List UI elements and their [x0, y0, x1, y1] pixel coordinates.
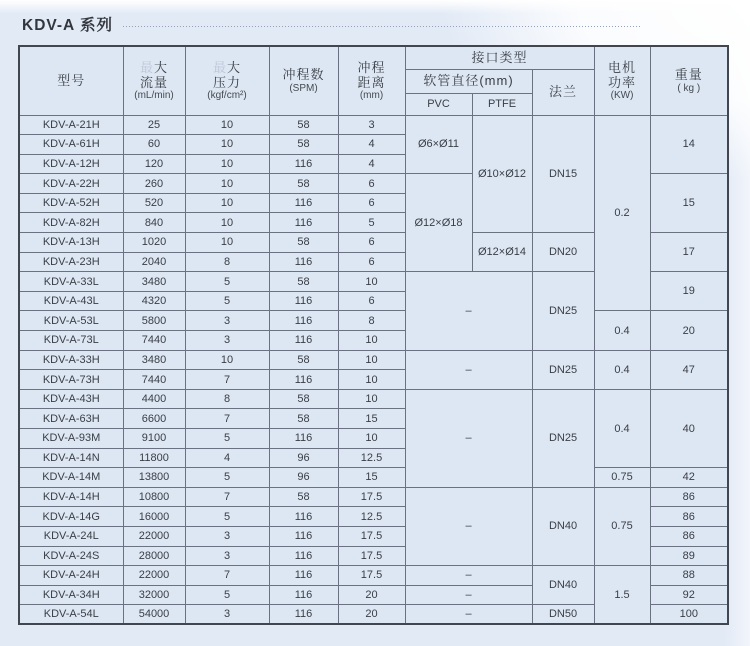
page-title: KDV-A 系列 [22, 17, 113, 34]
flange-cell: DN40 [532, 566, 594, 605]
flow-cell: 54000 [123, 605, 185, 625]
weight-cell: 14 [650, 115, 728, 174]
stroke-cell: 6 [338, 252, 405, 272]
spm-cell: 116 [269, 252, 338, 272]
model-cell: KDV-A-13H [19, 233, 123, 253]
model-cell: KDV-A-53L [19, 311, 123, 331]
title-bar [22, 13, 640, 35]
spm-cell: 116 [269, 429, 338, 449]
weight-cell: 100 [650, 605, 728, 625]
power-cell: 0.4 [594, 389, 650, 467]
stroke-cell: 12.5 [338, 448, 405, 468]
stroke-cell: 20 [338, 585, 405, 605]
pressure-cell: 5 [185, 272, 269, 292]
model-cell: KDV-A-24H [19, 566, 123, 586]
col-header-flange [532, 69, 594, 115]
table-row [19, 566, 728, 586]
table-row [19, 389, 728, 409]
pressure-cell: 10 [185, 154, 269, 174]
model-cell: KDV-A-14N [19, 448, 123, 468]
stroke-cell: 17.5 [338, 526, 405, 546]
spm-cell: 58 [269, 115, 338, 135]
spm-cell: 58 [269, 487, 338, 507]
spm-cell: 116 [269, 546, 338, 566]
spm-cell: 58 [269, 350, 338, 370]
pressure-cell: 7 [185, 370, 269, 390]
col-header-pvc [405, 93, 472, 115]
model-cell: KDV-A-24L [19, 526, 123, 546]
pressure-cell: 10 [185, 174, 269, 194]
spm-cell: 116 [269, 566, 338, 586]
pressure-cell: 5 [185, 585, 269, 605]
flow-cell: 840 [123, 213, 185, 233]
ptfe-cell: Ø10×Ø12 [472, 115, 532, 233]
header-unit: (SPM) [289, 82, 318, 94]
stroke-cell: 17.5 [338, 487, 405, 507]
table-row [19, 487, 728, 507]
hose-diameter-cell: – [405, 350, 532, 389]
flow-cell: 7440 [123, 331, 185, 351]
flange-cell: DN25 [532, 350, 594, 389]
pressure-cell: 3 [185, 546, 269, 566]
weight-cell: 86 [650, 507, 728, 527]
weight-cell: 15 [650, 174, 728, 233]
header-line: 压力 [212, 74, 241, 90]
pvc-cell: Ø12×Ø18 [405, 174, 472, 272]
flow-cell: 22000 [123, 566, 185, 586]
power-cell: 0.75 [594, 487, 650, 565]
col-header-ptfe [472, 93, 532, 115]
header-line: 最大 [212, 59, 242, 75]
header-line: 接口类型 [471, 50, 528, 66]
model-cell: KDV-A-33H [19, 350, 123, 370]
model-cell: KDV-A-33L [19, 272, 123, 292]
pressure-cell: 7 [185, 409, 269, 429]
hose-diameter-cell: – [405, 272, 532, 350]
flow-cell: 3480 [123, 350, 185, 370]
model-cell: KDV-A-14G [19, 507, 123, 527]
table-row [19, 350, 728, 370]
spm-cell: 58 [269, 135, 338, 155]
col-header-weight [650, 46, 728, 115]
header-line: 软管直径(mm) [423, 73, 514, 89]
spm-cell: 116 [269, 605, 338, 625]
col-header-stroke [338, 46, 405, 115]
pressure-cell: 7 [185, 487, 269, 507]
flow-cell: 120 [123, 154, 185, 174]
pressure-cell: 8 [185, 252, 269, 272]
flow-cell: 4400 [123, 389, 185, 409]
weight-cell: 88 [650, 566, 728, 586]
weight-cell: 19 [650, 272, 728, 311]
model-cell: KDV-A-63H [19, 409, 123, 429]
stroke-cell: 12.5 [338, 507, 405, 527]
stroke-cell: 10 [338, 272, 405, 292]
model-cell: KDV-A-14H [19, 487, 123, 507]
stroke-cell: 17.5 [338, 546, 405, 566]
pressure-cell: 3 [185, 311, 269, 331]
pressure-cell: 4 [185, 448, 269, 468]
pressure-cell: 10 [185, 135, 269, 155]
flow-cell: 32000 [123, 585, 185, 605]
header-line: 流量 [139, 74, 168, 90]
table-header [19, 46, 728, 115]
flow-cell: 28000 [123, 546, 185, 566]
model-cell: KDV-A-14M [19, 468, 123, 488]
pressure-cell: 10 [185, 350, 269, 370]
col-header-flow [123, 46, 185, 115]
stroke-cell: 10 [338, 370, 405, 390]
weight-cell: 42 [650, 468, 728, 488]
header-unit: ( kg ) [677, 82, 701, 94]
stroke-cell: 4 [338, 135, 405, 155]
model-cell: KDV-A-61H [19, 135, 123, 155]
table-row [19, 115, 728, 135]
pressure-cell: 10 [185, 233, 269, 253]
model-cell: KDV-A-24S [19, 546, 123, 566]
flow-cell: 16000 [123, 507, 185, 527]
header-unit: (mm) [359, 90, 384, 102]
spm-cell: 96 [269, 468, 338, 488]
pressure-cell: 10 [185, 213, 269, 233]
power-cell: 0.2 [594, 115, 650, 311]
stroke-cell: 6 [338, 174, 405, 194]
col-header-hose-diameter [405, 69, 532, 93]
header-line: 冲程 [357, 59, 386, 75]
power-cell: 0.4 [594, 350, 650, 389]
model-cell: KDV-A-93M [19, 429, 123, 449]
header-line: 距离 [357, 74, 386, 90]
flow-cell: 11800 [123, 448, 185, 468]
stroke-cell: 4 [338, 154, 405, 174]
weight-cell: 92 [650, 585, 728, 605]
spm-cell: 116 [269, 507, 338, 527]
header-line: 型号 [57, 73, 86, 89]
col-header-power [594, 46, 650, 115]
hose-diameter-cell: – [405, 605, 532, 625]
flange-cell: DN40 [532, 487, 594, 565]
stroke-cell: 20 [338, 605, 405, 625]
pressure-cell: 5 [185, 291, 269, 311]
model-cell: KDV-A-43H [19, 389, 123, 409]
weight-cell: 86 [650, 526, 728, 546]
spm-cell: 58 [269, 272, 338, 292]
pressure-cell: 5 [185, 507, 269, 527]
spm-cell: 116 [269, 213, 338, 233]
hose-diameter-cell: – [405, 487, 532, 565]
header-line: 法兰 [549, 84, 578, 100]
pressure-cell: 8 [185, 389, 269, 409]
spm-cell: 58 [269, 233, 338, 253]
table-row [19, 311, 728, 331]
flow-cell: 260 [123, 174, 185, 194]
header-line: PVC [427, 97, 450, 110]
model-cell: KDV-A-82H [19, 213, 123, 233]
flow-cell: 2040 [123, 252, 185, 272]
stroke-cell: 10 [338, 389, 405, 409]
header-unit: (kgf/cm²) [207, 90, 247, 102]
col-header-model [19, 46, 123, 115]
stroke-cell: 15 [338, 468, 405, 488]
stroke-cell: 3 [338, 115, 405, 135]
spm-cell: 58 [269, 389, 338, 409]
stroke-cell: 8 [338, 311, 405, 331]
stroke-cell: 10 [338, 331, 405, 351]
stroke-cell: 17.5 [338, 566, 405, 586]
header-line: 电机 [608, 59, 637, 75]
stroke-cell: 15 [338, 409, 405, 429]
col-header-pressure [185, 46, 269, 115]
weight-cell: 47 [650, 350, 728, 389]
flow-cell: 4320 [123, 291, 185, 311]
flow-cell: 60 [123, 135, 185, 155]
weight-cell: 17 [650, 233, 728, 272]
flow-cell: 1020 [123, 233, 185, 253]
power-cell: 1.5 [594, 566, 650, 625]
header-line: 冲程数 [282, 67, 325, 83]
model-cell: KDV-A-34H [19, 585, 123, 605]
spm-cell: 96 [269, 448, 338, 468]
power-cell: 0.75 [594, 468, 650, 488]
flow-cell: 22000 [123, 526, 185, 546]
header-unit: (mL/min) [134, 90, 174, 102]
header-line: 功率 [608, 74, 637, 90]
ptfe-cell: Ø12×Ø14 [472, 233, 532, 272]
model-cell: KDV-A-22H [19, 174, 123, 194]
stroke-cell: 6 [338, 233, 405, 253]
stroke-cell: 6 [338, 193, 405, 213]
spm-cell: 116 [269, 291, 338, 311]
pressure-cell: 3 [185, 331, 269, 351]
hose-diameter-cell: – [405, 389, 532, 487]
spm-cell: 116 [269, 311, 338, 331]
hose-diameter-cell: – [405, 566, 532, 586]
spm-cell: 116 [269, 585, 338, 605]
flange-cell: DN25 [532, 272, 594, 350]
weight-cell: 40 [650, 389, 728, 467]
spm-cell: 116 [269, 370, 338, 390]
flow-cell: 6600 [123, 409, 185, 429]
stroke-cell: 6 [338, 291, 405, 311]
flow-cell: 5800 [123, 311, 185, 331]
power-cell: 0.4 [594, 311, 650, 350]
spm-cell: 116 [269, 193, 338, 213]
pressure-cell: 5 [185, 468, 269, 488]
col-header-spm [269, 46, 338, 115]
pressure-cell: 7 [185, 566, 269, 586]
spm-cell: 58 [269, 409, 338, 429]
flow-cell: 10800 [123, 487, 185, 507]
spm-cell: 58 [269, 174, 338, 194]
weight-cell: 89 [650, 546, 728, 566]
stroke-cell: 10 [338, 429, 405, 449]
model-cell: KDV-A-23H [19, 252, 123, 272]
weight-cell: 20 [650, 311, 728, 350]
pressure-cell: 10 [185, 115, 269, 135]
pressure-cell: 3 [185, 605, 269, 625]
model-cell: KDV-A-73L [19, 331, 123, 351]
pressure-cell: 3 [185, 526, 269, 546]
stroke-cell: 5 [338, 213, 405, 233]
dotted-divider [123, 25, 640, 27]
header-line: 最大 [139, 59, 169, 75]
flow-cell: 9100 [123, 429, 185, 449]
spec-table [18, 45, 729, 625]
pressure-cell: 10 [185, 193, 269, 213]
model-cell: KDV-A-12H [19, 154, 123, 174]
col-header-interface-type [405, 46, 594, 69]
table-body [19, 115, 728, 624]
flange-cell: DN50 [532, 605, 594, 625]
flow-cell: 520 [123, 193, 185, 213]
ghost-char: 最 [139, 59, 154, 75]
table-row [19, 468, 728, 488]
header-unit: (KW) [610, 90, 634, 102]
spm-cell: 116 [269, 154, 338, 174]
stroke-cell: 10 [338, 350, 405, 370]
hose-diameter-cell: – [405, 585, 532, 605]
weight-cell: 86 [650, 487, 728, 507]
flange-cell: DN15 [532, 115, 594, 233]
model-cell: KDV-A-21H [19, 115, 123, 135]
model-cell: KDV-A-43L [19, 291, 123, 311]
spm-cell: 116 [269, 526, 338, 546]
pressure-cell: 5 [185, 429, 269, 449]
flange-cell: DN25 [532, 389, 594, 487]
header-line: 重量 [674, 67, 703, 83]
model-cell: KDV-A-54L [19, 605, 123, 625]
flow-cell: 25 [123, 115, 185, 135]
header-line: PTFE [487, 97, 517, 110]
flow-cell: 3480 [123, 272, 185, 292]
ghost-char: 最 [212, 59, 227, 75]
spm-cell: 116 [269, 331, 338, 351]
flange-cell: DN20 [532, 233, 594, 272]
flow-cell: 7440 [123, 370, 185, 390]
flow-cell: 13800 [123, 468, 185, 488]
model-cell: KDV-A-73H [19, 370, 123, 390]
pvc-cell: Ø6×Ø11 [405, 115, 472, 174]
model-cell: KDV-A-52H [19, 193, 123, 213]
